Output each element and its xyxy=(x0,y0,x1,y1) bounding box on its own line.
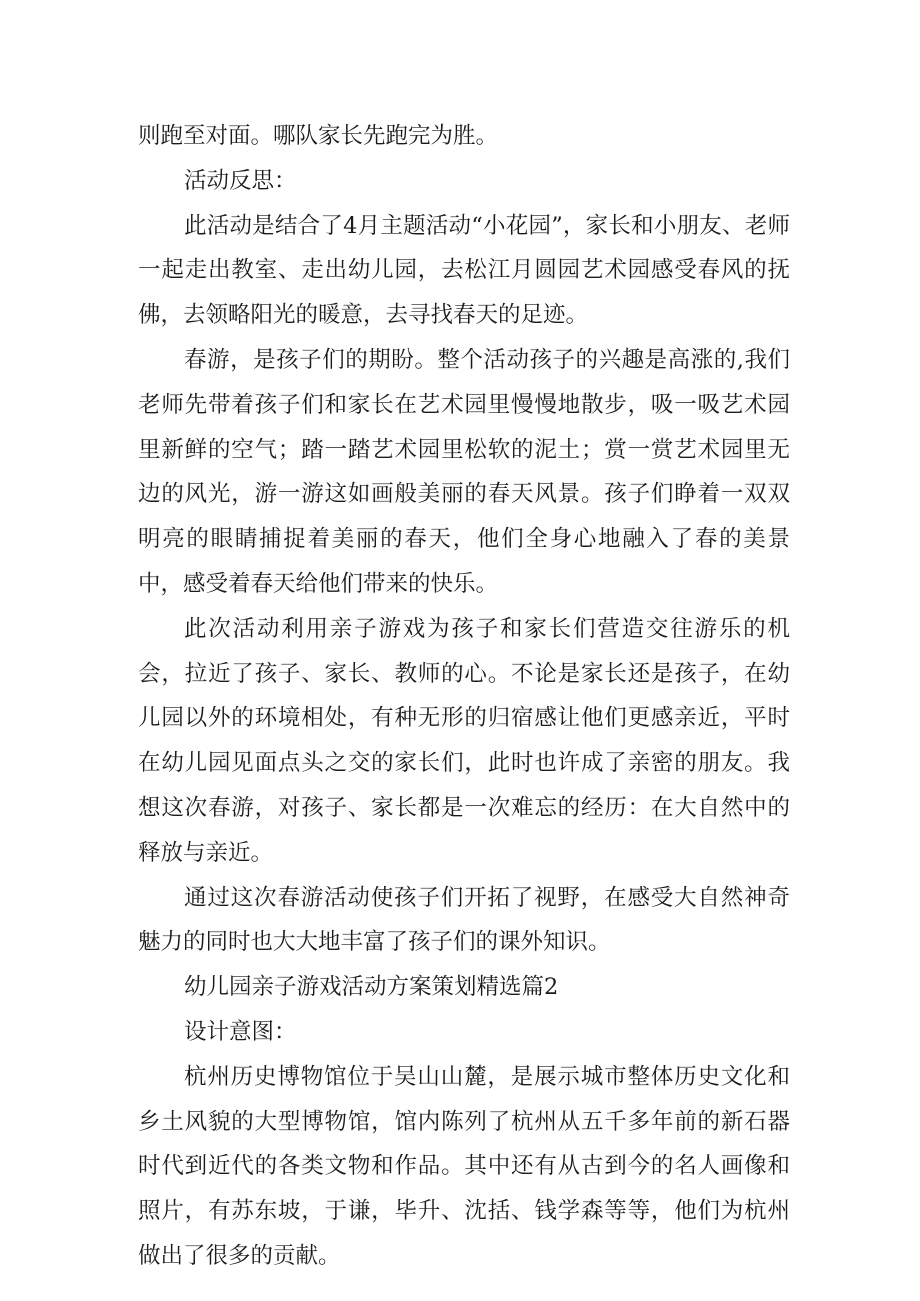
paragraph-continuation: 则跑至对面。哪队家长先跑完为胜。 xyxy=(138,123,499,149)
document-body xyxy=(138,114,790,1279)
paragraph-museum: 杭州历史博物馆位于吴山山麓，是展示城市整体历史文化和乡土风貌的大型博物馆，馆内陈列了杭州从五千多年前的新石器时代到近代的各类文物和作品。其中还有从古到今的名人画像和照片，有苏东坡，于谦，毕升、沈括、钱学森等等，他们为杭州做出了很多的贡献。 xyxy=(138,1063,790,1269)
section-heading-reflection: 活动反思： xyxy=(184,167,297,194)
section-heading-design-intent: 设计意图： xyxy=(184,1018,297,1045)
paragraph-parent-child-game: 此次活动利用亲子游戏为孩子和家长们营造交往游乐的机会，拉近了孩子、家长、教师的心。不论是家长还是孩子，在幼儿园以外的环境相处，有种无形的归宿感让他们更感亲近，平时在幼儿园见面点头之交的家长们，此时也许成了亲密的朋友。我想这次春游，对孩子、家长都是一次难忘的经历：在大自然中的释放与亲近。 xyxy=(138,615,790,866)
paragraph-conclusion: 通过这次春游活动使孩子们开拓了视野，在感受大自然神奇魅力的同时也大大地丰富了孩子们的课外知识。 xyxy=(138,884,790,956)
paragraph-spring-outing: 春游，是孩子们的期盼。整个活动孩子的兴趣是高涨的,我们老师先带着孩子们和家长在艺术园里慢慢地散步，吸一吸艺术园里新鲜的空气；踏一踏艺术园里松软的泥土；赏一赏艺术园里无边的风光，游一游这如画般美丽的春天风景。孩子们睁着一双双明亮的眼睛捕捉着美丽的春天，他们全身心地融入了春的美景中，感受着春天给他们带来的快乐。 xyxy=(138,346,790,597)
section-heading-part-2: 幼儿园亲子游戏活动方案策划精选篇2 xyxy=(184,974,559,1001)
paragraph-activity-intro: 此活动是结合了4月主题活动“小花园”，家长和小朋友、老师一起走出教室、走出幼儿园，去松江月圆园艺术园感受春风的抚佛，去领略阳光的暖意，去寻找春天的足迹。 xyxy=(138,212,790,329)
